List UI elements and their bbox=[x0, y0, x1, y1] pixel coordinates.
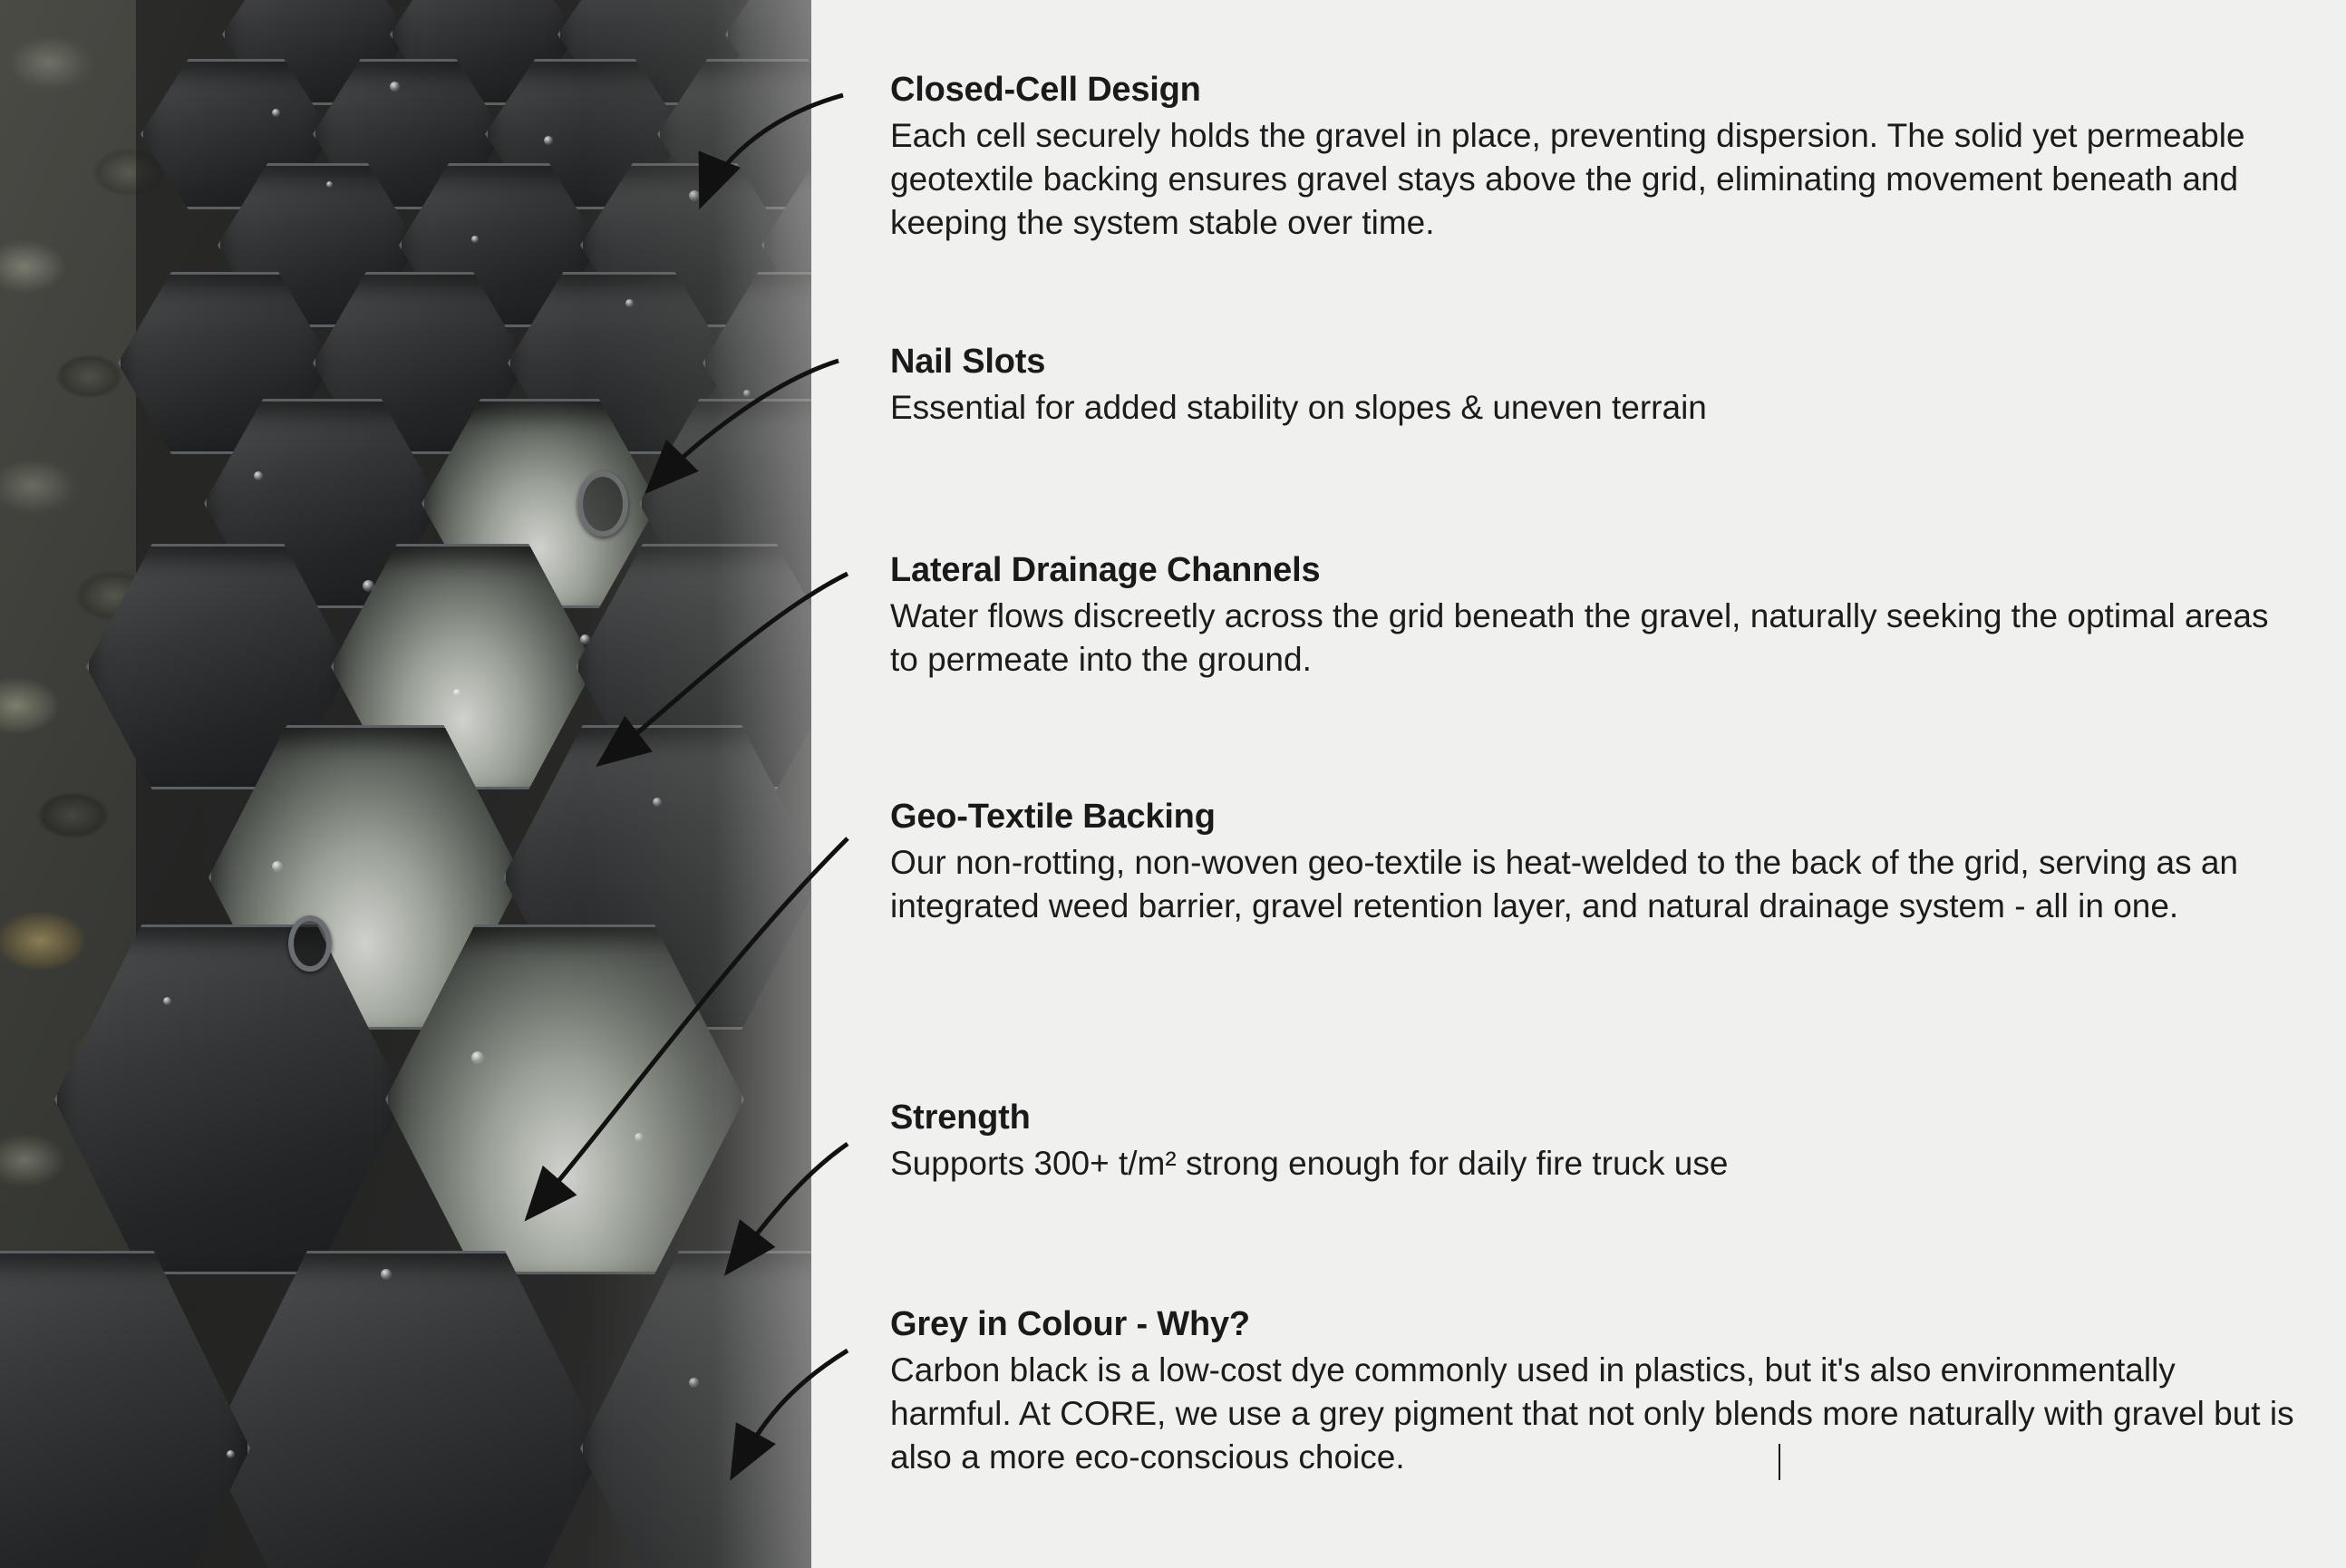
callout-nail-slots bbox=[890, 343, 2322, 430]
callout-closed-cell-design bbox=[890, 71, 2322, 245]
callout-body: Water flows discreetly across the grid beneath the gravel, naturally seeking the optimal areas to permeate into the ground. bbox=[890, 596, 2269, 678]
callout-title: Nail Slots bbox=[890, 343, 1046, 381]
callout-body: Each cell securely holds the gravel in place, preventing dispersion. The solid yet permeable geotextile backing ensures gravel stays above the grid, eliminating movement beneath and keeping the system stable over time. bbox=[890, 116, 2245, 241]
nail-slot bbox=[288, 915, 332, 972]
callout-title: Strength bbox=[890, 1099, 1031, 1137]
callout-lateral-drainage-channels bbox=[890, 551, 2322, 682]
callout-geo-textile-backing bbox=[890, 798, 2322, 928]
callout-strength bbox=[890, 1099, 2322, 1186]
callout-body: Essential for added stability on slopes & uneven terrain bbox=[890, 388, 1707, 426]
text-cursor bbox=[1779, 1444, 1780, 1480]
callout-title: Lateral Drainage Channels bbox=[890, 551, 1321, 589]
callout-grey-in-colour bbox=[890, 1305, 2322, 1479]
callout-title: Closed-Cell Design bbox=[890, 71, 1201, 109]
callout-title: Grey in Colour - Why? bbox=[890, 1305, 1250, 1343]
callout-body: Supports 300+ t/m² strong enough for daily fire truck use bbox=[890, 1144, 1729, 1182]
callout-body: Our non-rotting, non-woven geo-textile is heat-welded to the back of the grid, serving as an integrated weed barrier, gravel retention layer, and natural drainage system - all in one. bbox=[890, 843, 2239, 924]
gravel-grid-photo bbox=[0, 0, 811, 1568]
callout-panel bbox=[811, 0, 2346, 1568]
callout-body: Carbon black is a low-cost dye commonly used in plastics, but it's also environmentally harmful. At CORE, we use a grey pigment that not only blends more naturally with gravel but is also a more eco-conscious choice. bbox=[890, 1350, 2294, 1476]
nail-slot bbox=[577, 471, 628, 537]
callout-title: Geo-Textile Backing bbox=[890, 798, 1216, 836]
